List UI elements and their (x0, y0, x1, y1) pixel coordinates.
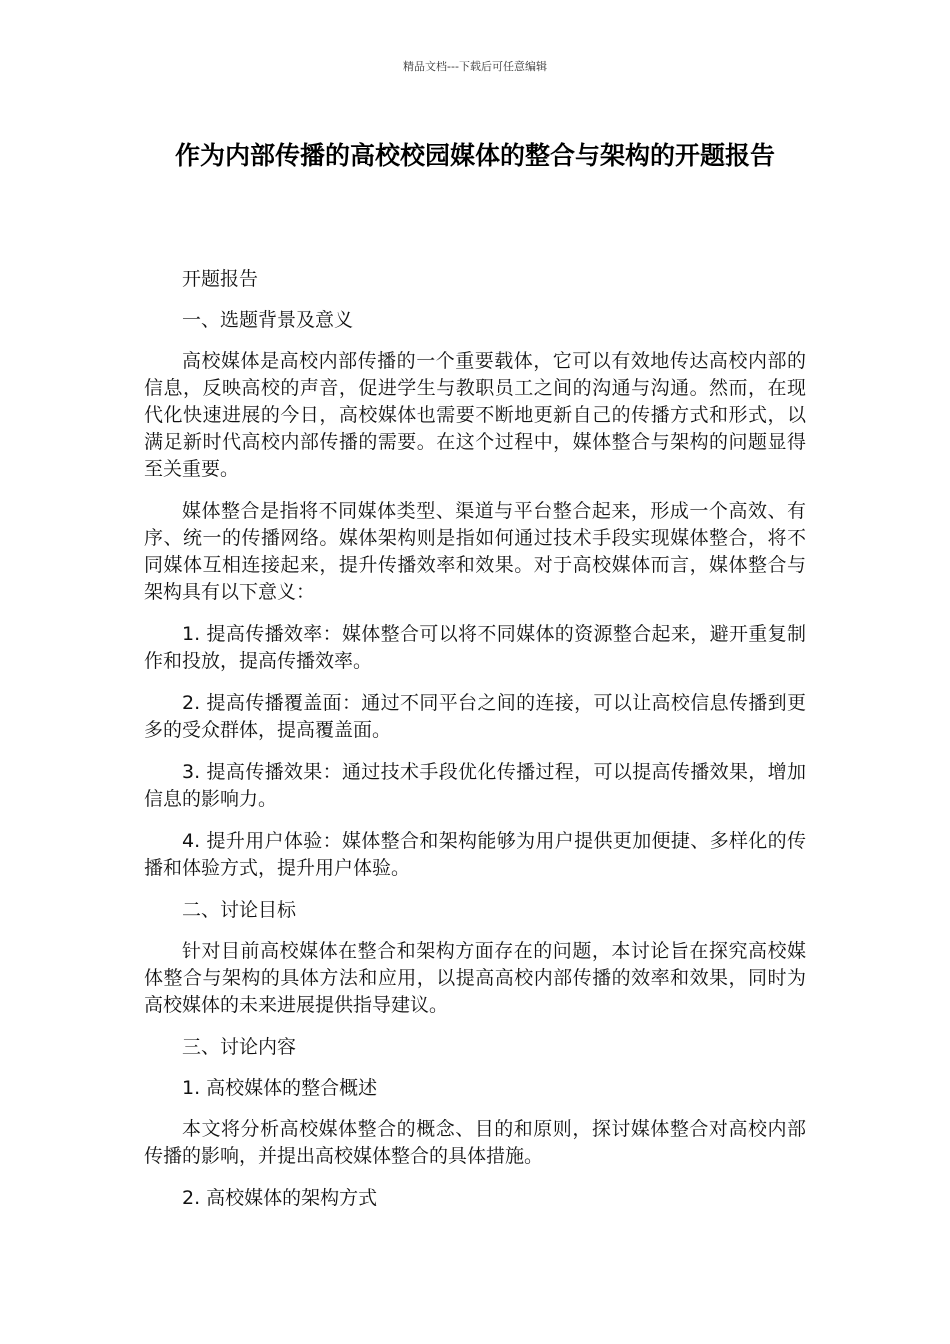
section-heading-goals: 二、讨论目标 (182, 899, 297, 921)
list-item: 1. 提高传播效率：媒体整合可以将不同媒体的资源整合起来，避开重复制作和投放，提高传播效率。 (144, 623, 806, 672)
subsection-heading: 1. 高校媒体的整合概述 (182, 1077, 378, 1099)
paragraph: 媒体整合是指将不同媒体类型、渠道与平台整合起来，形成一个高效、有序、统一的传播网络。媒体架构则是指如何通过技术手段实现媒体整合，将不同媒体互相连接起来，提升传播效率和效果。对于高校媒体而言，媒体整合与架构具有以下意义： (144, 500, 806, 603)
list-item: 3. 提高传播效果：通过技术手段优化传播过程，可以提高传播效果，增加信息的影响力。 (144, 761, 806, 810)
document-body (144, 266, 806, 1226)
list-item: 4. 提升用户体验：媒体整合和架构能够为用户提供更加便捷、多样化的传播和体验方式，提升用户体验。 (144, 830, 806, 879)
header-note: 精品文档---下载后可任意编辑 (403, 60, 547, 73)
section-label: 开题报告 (182, 268, 259, 290)
document-title: 作为内部传播的高校校园媒体的整合与架构的开题报告 (174, 141, 775, 170)
paragraph: 高校媒体是高校内部传播的一个重要载体，它可以有效地传达高校内部的信息，反映高校的声音，促进学生与教职员工之间的沟通与沟通。然而，在现代化快速进展的今日，高校媒体也需要不断地更新自己的传播方式和形式，以满足新时代高校内部传播的需要。在这个过程中，媒体整合与架构的问题显得至关重要。 (144, 350, 806, 480)
subsection-heading: 2. 高校媒体的架构方式 (182, 1187, 378, 1209)
section-heading-background: 一、选题背景及意义 (182, 309, 354, 331)
section-heading-content: 三、讨论内容 (182, 1036, 297, 1058)
paragraph: 针对目前高校媒体在整合和架构方面存在的问题，本讨论旨在探究高校媒体整合与架构的具体方法和应用，以提高高校内部传播的效率和效果，同时为高校媒体的未来进展提供指导建议。 (144, 940, 806, 1016)
list-item: 2. 提高传播覆盖面：通过不同平台之间的连接，可以让高校信息传播到更多的受众群体，提高覆盖面。 (144, 692, 806, 741)
paragraph: 本文将分析高校媒体整合的概念、目的和原则，探讨媒体整合对高校内部传播的影响，并提出高校媒体整合的具体措施。 (144, 1118, 806, 1167)
